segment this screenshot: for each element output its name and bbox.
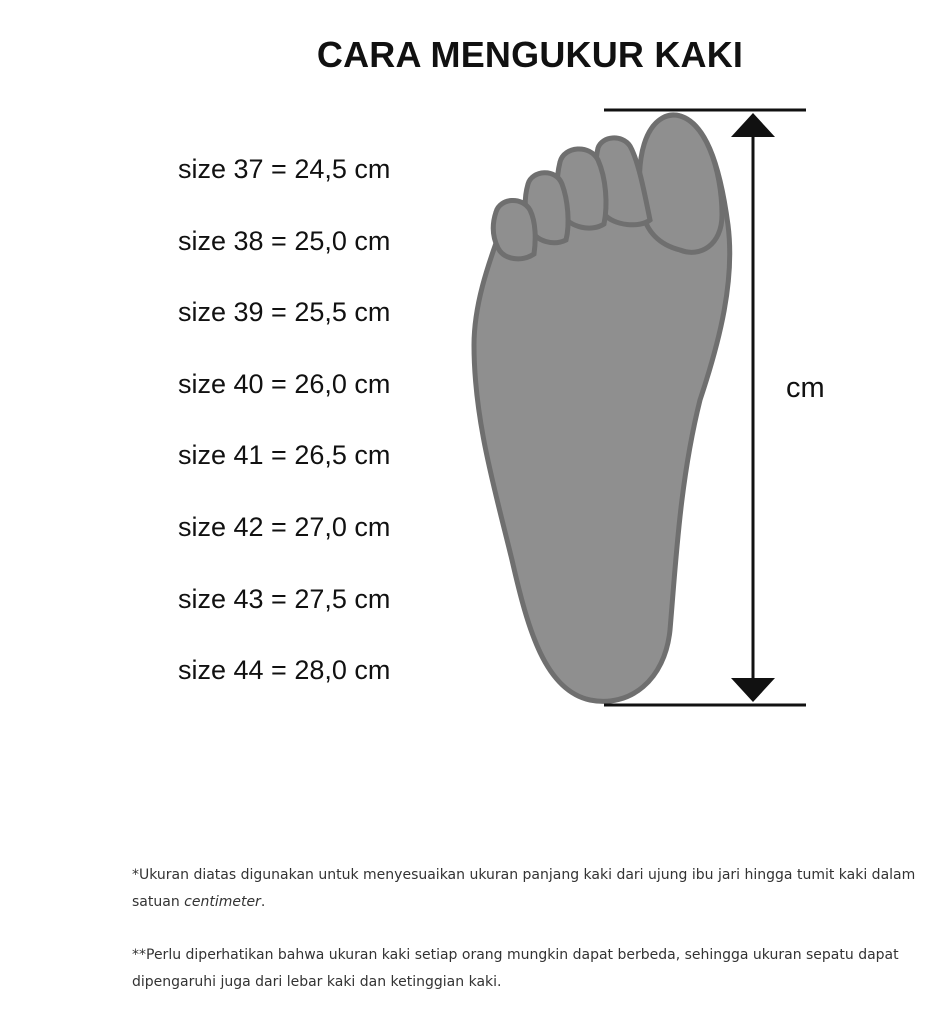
toe-5 [493, 200, 535, 258]
size-row-39: size 39 = 25,5 cm [178, 297, 391, 328]
arrow-down-icon [731, 678, 775, 702]
size-row-38: size 38 = 25,0 cm [178, 225, 391, 256]
size-row-42: size 42 = 27,0 cm [178, 511, 391, 542]
foot-icon [474, 115, 730, 701]
note-2: **Perlu diperhatikan bahwa ukuran kaki setiap orang mungkin dapat berbeda, sehingga ukuran sepatu dapat dipengaruhi juga dari lebar kaki dan ketinggian kaki. [132, 947, 899, 990]
size-row-44: size 44 = 28,0 cm [178, 655, 391, 686]
note-1 [132, 862, 922, 916]
page-title: CARA MENGUKUR KAKI [316, 34, 744, 75]
unit-label: cm [786, 372, 825, 404]
arrow-up-icon [731, 113, 775, 137]
note-1-end: . [260, 894, 266, 910]
notes-section [132, 862, 922, 1022]
big-toe [639, 115, 722, 252]
note-1-italic: centimeter [184, 894, 261, 910]
size-row-41: size 41 = 26,5 cm [178, 440, 391, 471]
size-row-37: size 37 = 24,5 cm [178, 154, 391, 184]
size-row-40: size 40 = 26,0 cm [178, 368, 391, 399]
size-row-43: size 43 = 27,5 cm [178, 583, 391, 614]
note-1-text: *Ukuran diatas digunakan untuk menyesuaikan ukuran panjang kaki dari ujung ibu jari hingga tumit kaki dalam satuan [132, 867, 916, 910]
